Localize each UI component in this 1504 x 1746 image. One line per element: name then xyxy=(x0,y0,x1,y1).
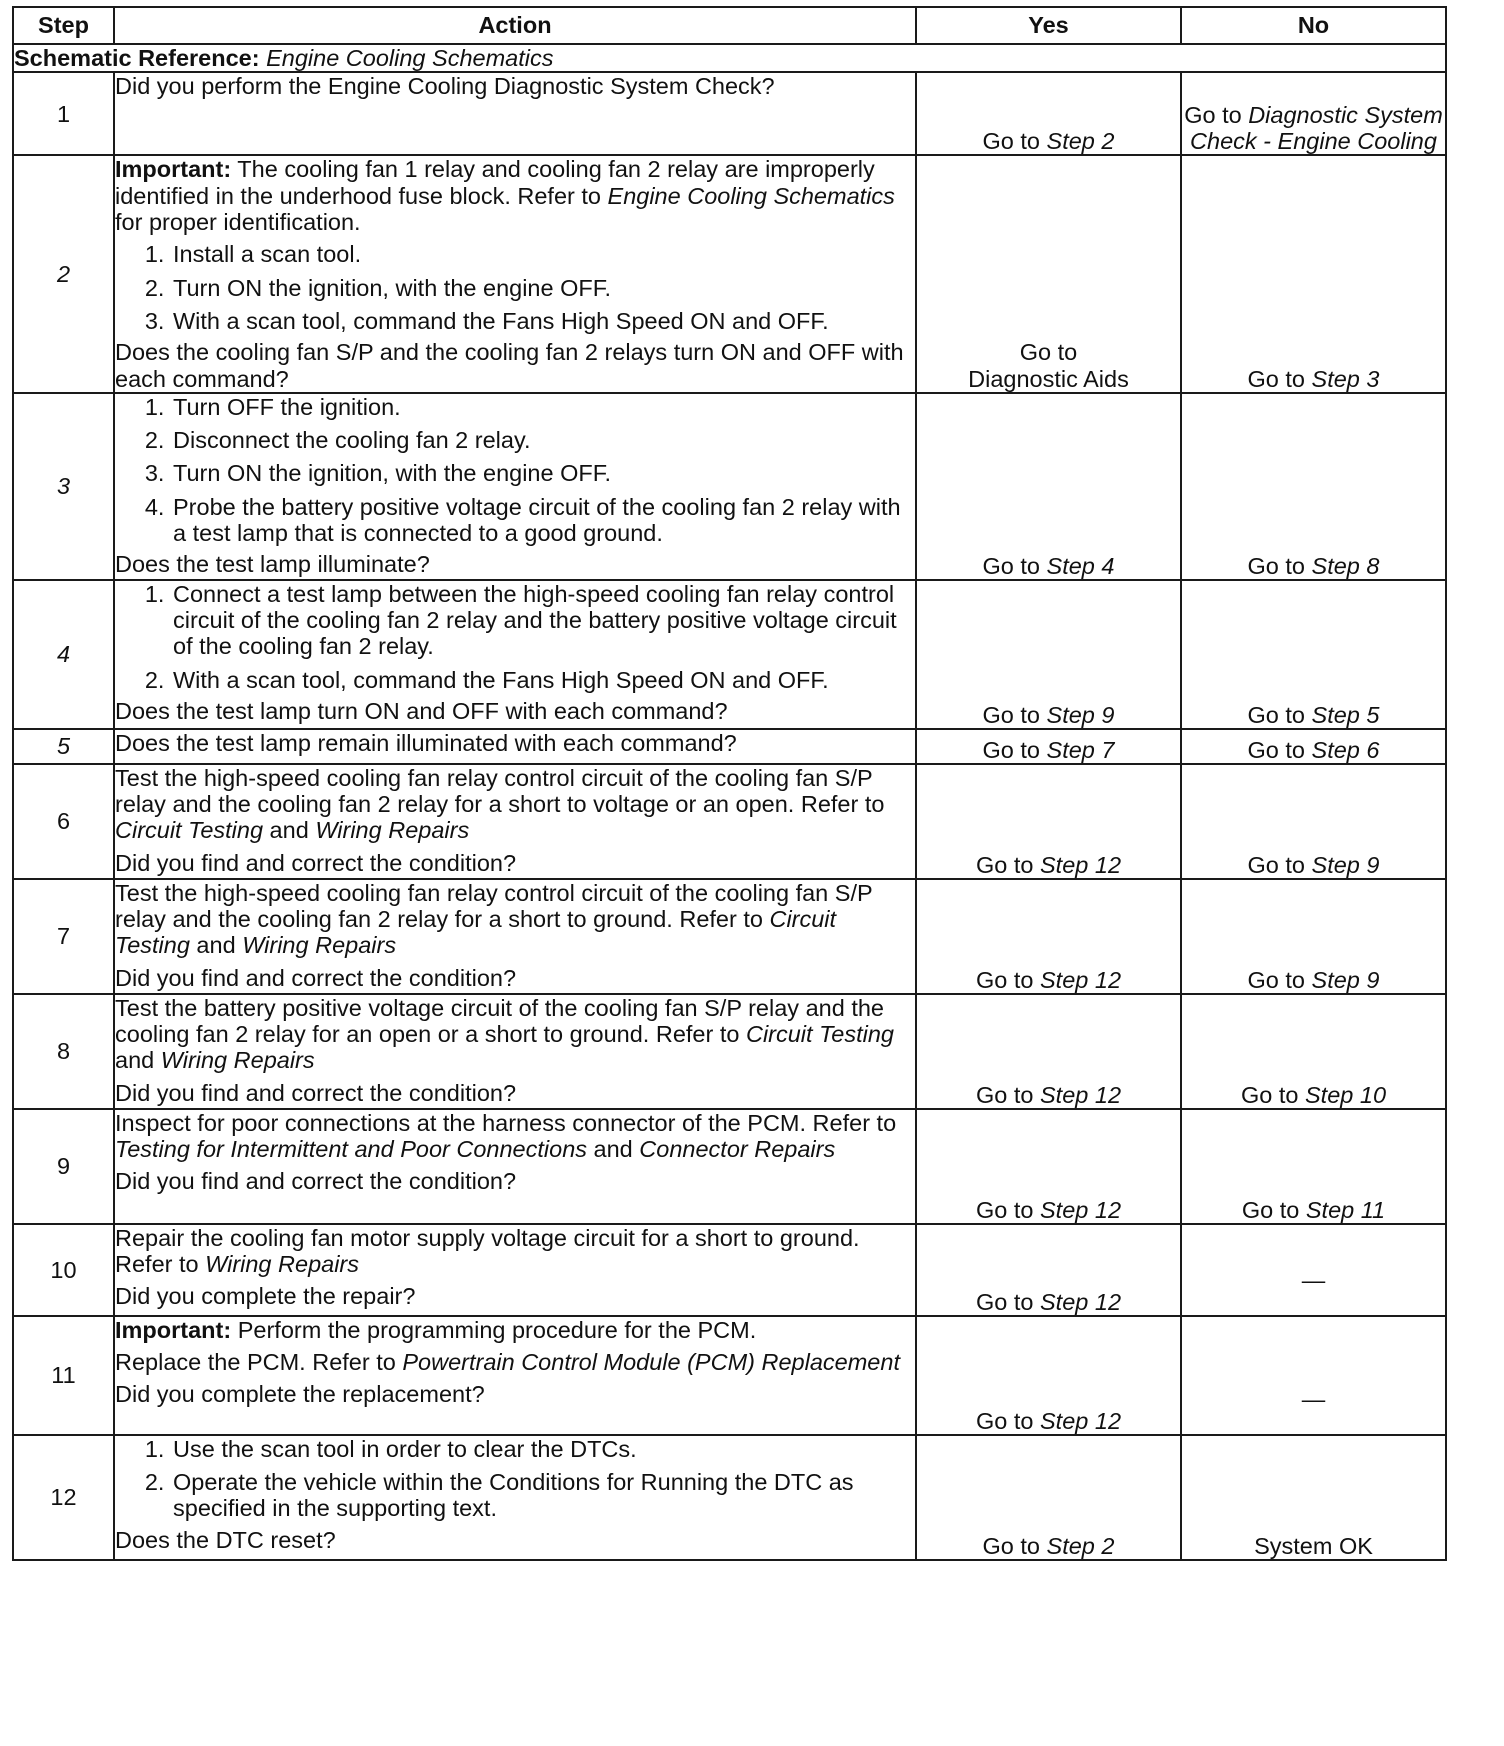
text-run: Did you complete the repair? xyxy=(115,1283,416,1310)
text-run: Go to xyxy=(1247,736,1312,763)
reference-link-text: Circuit Testing xyxy=(115,906,837,959)
step-row xyxy=(13,994,1446,1109)
text-run: Go to xyxy=(975,851,1040,878)
action-step-item: 3. With a scan tool, command the Fans High Speed ON and OFF. xyxy=(171,308,915,334)
reference-link-text: Step 9 xyxy=(1311,851,1380,878)
action-question xyxy=(115,1527,915,1553)
text-run: The cooling fan 1 relay and cooling fan 2 relay are improperly identified in the underhood fuse block. Refer to xyxy=(115,156,875,209)
yes-result xyxy=(916,994,1181,1109)
step-number: 2 xyxy=(13,155,114,393)
no-result xyxy=(1181,72,1446,155)
schematic-reference xyxy=(13,44,1446,72)
yes-result xyxy=(916,1109,1181,1224)
action-step-item: 1. Turn OFF the ignition. xyxy=(171,394,915,420)
action-question xyxy=(115,339,915,392)
action-paragraph xyxy=(115,730,915,756)
action-step-item: 1. Install a scan tool. xyxy=(171,241,915,267)
text-run: Inspect for poor connections at the harness connector of the PCM. Refer to xyxy=(115,1109,897,1136)
yes-result xyxy=(916,393,1181,580)
no-result xyxy=(1181,879,1446,994)
reference-link-text: Step 3 xyxy=(1311,365,1380,392)
reference-link-text: Step 7 xyxy=(1046,736,1115,763)
reference-link-text: Step 11 xyxy=(1305,1196,1386,1223)
empty-dash: — xyxy=(1301,1266,1326,1293)
action-step-item: 4. Probe the battery positive voltage circuit of the cooling fan 2 relay with a test lamp that is connected to a good ground. xyxy=(171,494,915,547)
step-number: 11 xyxy=(13,1316,114,1435)
text-run: Did you complete the replacement? xyxy=(115,1381,485,1408)
reference-link-text: Step 12 xyxy=(1040,1081,1122,1108)
diagnostic-table xyxy=(12,6,1447,1561)
reference-link-text: Step 2 xyxy=(1046,128,1115,154)
reference-link-text: Connector Repairs xyxy=(639,1136,836,1163)
text-run: Does the cooling fan S/P and the cooling fan 2 relays turn ON and OFF with each command? xyxy=(115,339,904,392)
text-run: Did you find and correct the condition? xyxy=(115,1079,517,1106)
reference-link-text: Step 10 xyxy=(1305,1081,1387,1108)
table-body xyxy=(13,44,1446,1560)
text-run: Go to xyxy=(975,1081,1040,1108)
step-row xyxy=(13,393,1446,580)
text-run: Test the battery positive voltage circuit of the cooling fan S/P relay and the cooling fan 2 relay for an open or a short to ground. Refer to xyxy=(115,994,884,1048)
action-question xyxy=(115,850,915,876)
action-question xyxy=(115,698,915,724)
yes-result xyxy=(916,879,1181,994)
reference-link-text: Engine Cooling Schematics xyxy=(607,182,895,209)
text-run: Repair the cooling fan motor supply voltage circuit for a short to ground. Refer to xyxy=(115,1224,860,1278)
reference-link-text: Step 12 xyxy=(1040,966,1122,993)
step-row xyxy=(13,1224,1446,1316)
action-paragraph xyxy=(115,73,915,99)
step-number: 5 xyxy=(13,729,114,764)
header-no: No xyxy=(1181,7,1446,44)
action-paragraph xyxy=(115,765,915,844)
action-question xyxy=(115,551,915,577)
text-run: and xyxy=(263,817,316,844)
action-question xyxy=(115,965,915,991)
reference-link-text: Step 8 xyxy=(1311,552,1380,579)
text-run: Go to xyxy=(1247,552,1312,579)
action-paragraph xyxy=(115,156,915,235)
no-result xyxy=(1181,729,1446,764)
no-result xyxy=(1181,1435,1446,1560)
action-paragraph xyxy=(115,880,915,959)
step-number: 9 xyxy=(13,1109,114,1224)
text-run: Does the test lamp illuminate? xyxy=(115,551,430,578)
yes-result xyxy=(916,1224,1181,1316)
step-number: 12 xyxy=(13,1435,114,1560)
text-run: Diagnostic Aids xyxy=(968,365,1129,392)
text-run: Did you find and correct the condition? xyxy=(115,849,517,876)
text-run: Go to xyxy=(1184,101,1249,128)
reference-link-text: Step 12 xyxy=(1040,1196,1122,1223)
text-run: Test the high-speed cooling fan relay control circuit of the cooling fan S/P relay and the cooling fan 2 relay for a short to ground. Refer to xyxy=(115,879,873,933)
step-row xyxy=(13,72,1446,155)
reference-link-text: Step 12 xyxy=(1040,851,1122,878)
step-row xyxy=(13,580,1446,729)
text-run: and xyxy=(189,932,243,959)
reference-link-text: Step 12 xyxy=(1040,1288,1122,1315)
action-question xyxy=(115,1168,915,1194)
yes-result xyxy=(916,72,1181,155)
text-run: Go to xyxy=(975,1288,1040,1315)
yes-result xyxy=(916,155,1181,393)
action-paragraph xyxy=(115,1317,915,1343)
text-run: Go to xyxy=(1247,701,1312,728)
text-run: Go to xyxy=(982,701,1047,728)
schematic-reference-row xyxy=(13,44,1446,72)
reference-link-text: Circuit Testing xyxy=(745,1021,894,1048)
text-run: Go to xyxy=(1247,966,1312,993)
text-run: and xyxy=(115,1047,161,1074)
text-run: Go to xyxy=(982,1532,1047,1559)
text-run: Go to xyxy=(1247,365,1312,392)
step-row xyxy=(13,1435,1446,1560)
action-cell xyxy=(114,994,916,1109)
header-action: Action xyxy=(114,7,916,44)
text-run: Go to xyxy=(975,1196,1040,1223)
reference-link-text: Step 6 xyxy=(1311,736,1380,763)
text-run: Does the test lamp turn ON and OFF with each command? xyxy=(115,698,728,725)
reference-link-text: Step 9 xyxy=(1046,701,1115,728)
action-cell xyxy=(114,1435,916,1560)
yes-result xyxy=(916,580,1181,729)
no-result xyxy=(1181,1109,1446,1224)
text-run: Go to xyxy=(982,128,1047,154)
text-run: Test the high-speed cooling fan relay control circuit of the cooling fan S/P relay and the cooling fan 2 relay for a short to voltage or an open. Refer to xyxy=(115,764,885,818)
yes-result xyxy=(916,1435,1181,1560)
action-paragraph xyxy=(115,995,915,1074)
action-cell xyxy=(114,1316,916,1435)
text-run: Go to xyxy=(975,966,1040,993)
text-run: Does the test lamp remain illuminated with each command? xyxy=(115,729,737,756)
no-result xyxy=(1181,994,1446,1109)
reference-link-text: Step 5 xyxy=(1311,701,1380,728)
action-cell xyxy=(114,879,916,994)
action-step-item: 1. Use the scan tool in order to clear the DTCs. xyxy=(171,1436,915,1462)
step-row xyxy=(13,879,1446,994)
action-cell xyxy=(114,580,916,729)
no-result xyxy=(1181,1316,1446,1435)
action-cell xyxy=(114,1224,916,1316)
text-run: Did you find and correct the condition? xyxy=(115,1168,517,1195)
text-run: and xyxy=(587,1136,640,1163)
action-step-item: 2. Operate the vehicle within the Conditions for Running the DTC as specified in the supporting text. xyxy=(171,1469,915,1522)
text-run: Did you perform the Engine Cooling Diagnostic System Check? xyxy=(115,73,775,100)
action-cell xyxy=(114,729,916,764)
schematic-reference-value: Engine Cooling Schematics xyxy=(266,45,554,71)
text-run: System OK xyxy=(1254,1532,1373,1559)
text-run: Perform the programming procedure for the PCM. xyxy=(231,1316,757,1343)
action-paragraph xyxy=(115,1349,915,1375)
text-run: Does the DTC reset? xyxy=(115,1526,336,1553)
no-result xyxy=(1181,393,1446,580)
text-run: Go to xyxy=(1019,339,1078,366)
reference-link-text: Wiring Repairs xyxy=(205,1251,360,1278)
yes-result xyxy=(916,729,1181,764)
yes-result xyxy=(916,1316,1181,1435)
step-row xyxy=(13,1109,1446,1224)
action-paragraph xyxy=(115,1225,915,1278)
action-question xyxy=(115,1080,915,1106)
action-step-item: 2. With a scan tool, command the Fans High Speed ON and OFF. xyxy=(171,667,915,693)
text-run: Go to xyxy=(982,736,1047,763)
action-steps-list xyxy=(115,241,915,334)
text-run: Go to xyxy=(1240,1081,1305,1108)
text-run: Replace the PCM. Refer to xyxy=(115,1349,403,1376)
reference-link-text: Wiring Repairs xyxy=(242,932,397,959)
text-run: Go to xyxy=(1247,851,1312,878)
no-result xyxy=(1181,1224,1446,1316)
text-run: Go to xyxy=(982,552,1047,579)
text-run: for proper identification. xyxy=(115,208,361,235)
reference-link-text: Circuit Testing xyxy=(115,817,264,844)
action-cell xyxy=(114,764,916,879)
action-cell xyxy=(114,155,916,393)
reference-link-text: Powertrain Control Module (PCM) Replacement xyxy=(402,1349,900,1376)
step-number: 10 xyxy=(13,1224,114,1316)
text-run: Did you find and correct the condition? xyxy=(115,964,517,991)
header-step: Step xyxy=(13,7,114,44)
step-number: 8 xyxy=(13,994,114,1109)
text-run: Go to xyxy=(975,1407,1040,1434)
reference-link-text: Wiring Repairs xyxy=(315,817,470,844)
step-number: 7 xyxy=(13,879,114,994)
action-step-item: 2. Turn ON the ignition, with the engine OFF. xyxy=(171,275,915,301)
reference-link-text: Testing for Intermittent and Poor Connections xyxy=(115,1136,588,1163)
step-row xyxy=(13,729,1446,764)
action-cell xyxy=(114,393,916,580)
step-number: 1 xyxy=(13,72,114,155)
action-steps-list xyxy=(115,581,915,693)
reference-link-text: Step 2 xyxy=(1046,1532,1115,1559)
header-yes: Yes xyxy=(916,7,1181,44)
yes-result xyxy=(916,764,1181,879)
action-steps-list xyxy=(115,394,915,547)
action-paragraph xyxy=(115,1110,915,1163)
step-number: 6 xyxy=(13,764,114,879)
step-row xyxy=(13,1316,1446,1435)
reference-link-text: Diagnostic System Check - Engine Cooling xyxy=(1190,101,1443,154)
reference-link-text: Step 9 xyxy=(1311,966,1380,993)
bold-label: Important: xyxy=(115,156,232,183)
step-number: 3 xyxy=(13,393,114,580)
action-step-item: 3. Turn ON the ignition, with the engine OFF. xyxy=(171,460,915,486)
step-row xyxy=(13,764,1446,879)
text-run: Go to xyxy=(1241,1196,1306,1223)
reference-link-text: Wiring Repairs xyxy=(160,1047,315,1074)
reference-link-text: Step 12 xyxy=(1040,1407,1122,1434)
action-steps-list xyxy=(115,1436,915,1522)
reference-link-text: Step 4 xyxy=(1046,552,1115,579)
empty-dash: — xyxy=(1301,1385,1326,1412)
no-result xyxy=(1181,155,1446,393)
header-row xyxy=(13,7,1446,44)
action-cell xyxy=(114,1109,916,1224)
action-cell xyxy=(114,72,916,155)
step-number: 4 xyxy=(13,580,114,729)
action-step-item: 1. Connect a test lamp between the high-speed cooling fan relay control circuit of the cooling fan 2 relay and the battery positive voltage circuit of the cooling fan 2 relay. xyxy=(171,581,915,660)
no-result xyxy=(1181,580,1446,729)
schematic-reference-label: Schematic Reference: xyxy=(14,45,260,71)
no-result xyxy=(1181,764,1446,879)
bold-label: Important: xyxy=(115,1316,232,1343)
action-step-item: 2. Disconnect the cooling fan 2 relay. xyxy=(171,427,915,453)
action-question xyxy=(115,1381,915,1407)
step-row xyxy=(13,155,1446,393)
action-question xyxy=(115,1283,915,1309)
